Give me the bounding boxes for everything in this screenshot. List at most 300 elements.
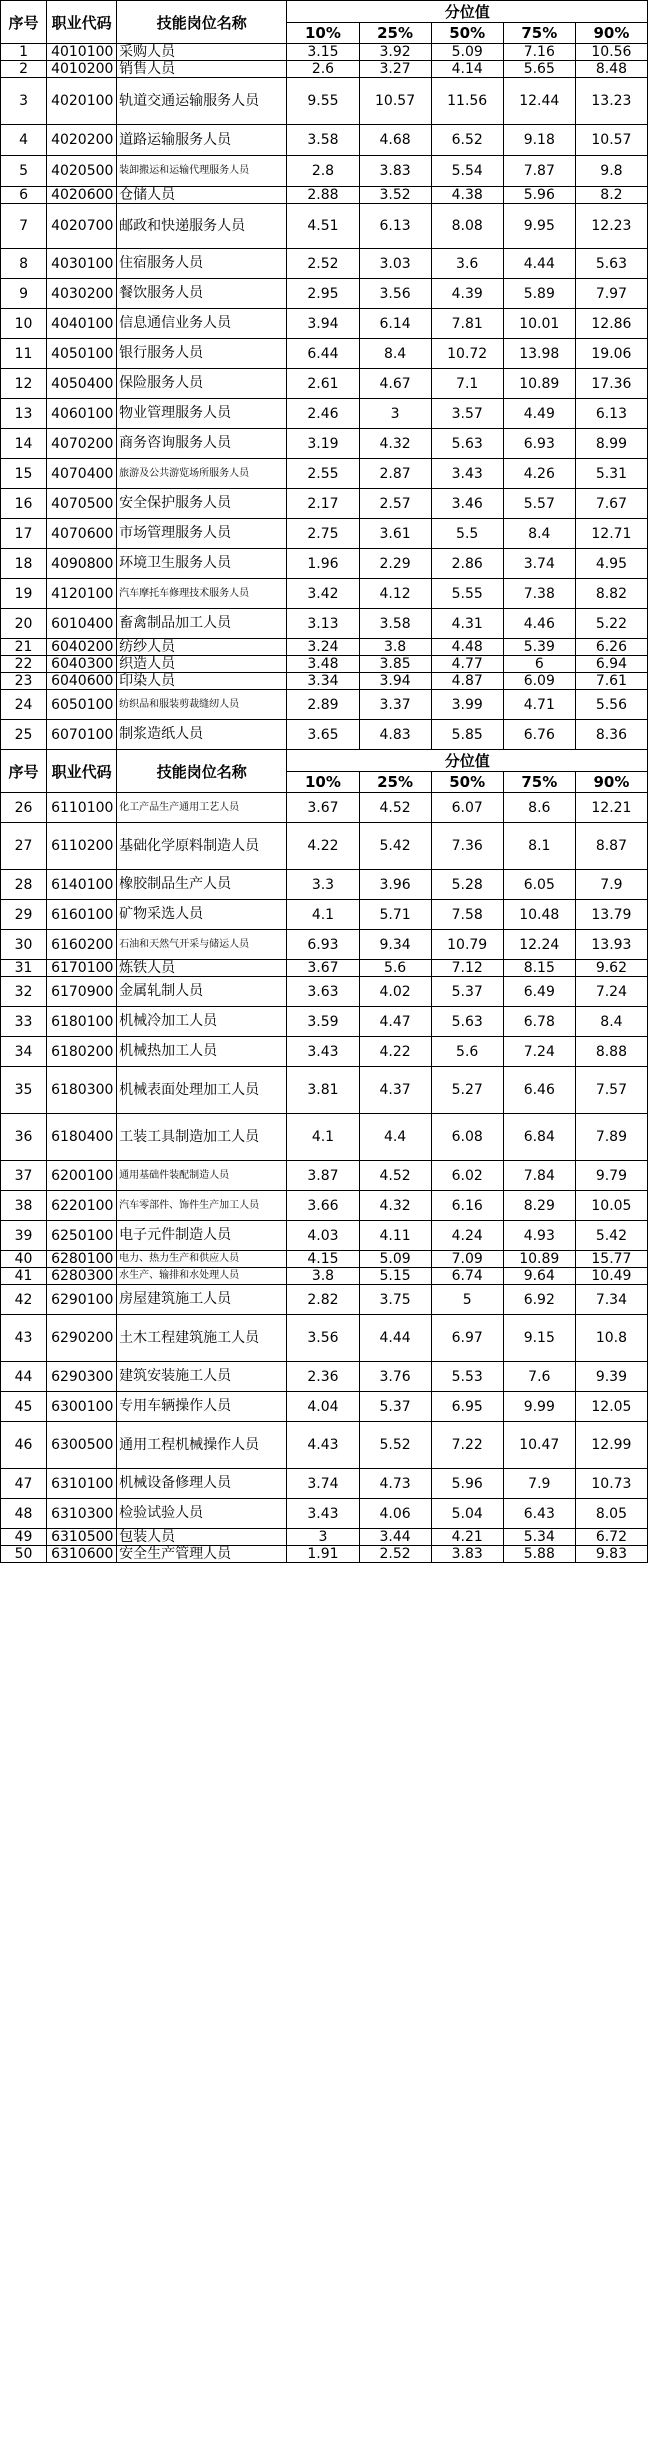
cell-p25: 3.61 bbox=[359, 519, 431, 549]
cell-name: 销售人员 bbox=[117, 61, 287, 78]
cell-p50: 3.57 bbox=[431, 399, 503, 429]
cell-p10: 2.82 bbox=[287, 1285, 359, 1315]
table-row bbox=[1, 1392, 648, 1422]
table-row bbox=[1, 1191, 648, 1221]
cell-p75: 7.16 bbox=[503, 44, 575, 61]
cell-idx: 40 bbox=[1, 1251, 47, 1268]
cell-p75: 5.57 bbox=[503, 489, 575, 519]
cell-p25: 3.76 bbox=[359, 1362, 431, 1392]
table-row bbox=[1, 1469, 648, 1499]
cell-p25: 4.37 bbox=[359, 1067, 431, 1114]
cell-p50: 6.95 bbox=[431, 1392, 503, 1422]
cell-p10: 6.44 bbox=[287, 339, 359, 369]
cell-name: 轨道交通运输服务人员 bbox=[117, 78, 287, 125]
cell-p75: 7.24 bbox=[503, 1037, 575, 1067]
cell-p50: 4.21 bbox=[431, 1529, 503, 1546]
cell-p90: 15.77 bbox=[575, 1251, 647, 1268]
cell-p75: 7.6 bbox=[503, 1362, 575, 1392]
cell-p75: 9.18 bbox=[503, 125, 575, 156]
cell-idx: 49 bbox=[1, 1529, 47, 1546]
cell-p10: 6.93 bbox=[287, 930, 359, 960]
cell-p25: 5.71 bbox=[359, 900, 431, 930]
cell-p50: 4.38 bbox=[431, 187, 503, 204]
cell-p90: 8.48 bbox=[575, 61, 647, 78]
cell-name: 汽车摩托车修理技术服务人员 bbox=[117, 579, 287, 609]
cell-p75: 5.96 bbox=[503, 187, 575, 204]
cell-code: 4060100 bbox=[47, 399, 117, 429]
cell-p90: 8.36 bbox=[575, 720, 647, 750]
cell-p25: 4.06 bbox=[359, 1499, 431, 1529]
header-idx: 序号 bbox=[1, 1, 47, 44]
table-row bbox=[1, 977, 648, 1007]
cell-p90: 5.42 bbox=[575, 1221, 647, 1251]
cell-p90: 10.73 bbox=[575, 1469, 647, 1499]
cell-p50: 11.56 bbox=[431, 78, 503, 125]
cell-code: 4050400 bbox=[47, 369, 117, 399]
cell-p25: 3.03 bbox=[359, 249, 431, 279]
table-row bbox=[1, 1546, 648, 1563]
table-row bbox=[1, 1315, 648, 1362]
cell-idx: 7 bbox=[1, 204, 47, 249]
cell-p25: 5.15 bbox=[359, 1268, 431, 1285]
cell-p50: 5.27 bbox=[431, 1067, 503, 1114]
header-name: 技能岗位名称 bbox=[117, 750, 287, 793]
cell-p10: 4.03 bbox=[287, 1221, 359, 1251]
header-row bbox=[1, 750, 648, 772]
cell-p90: 10.05 bbox=[575, 1191, 647, 1221]
cell-code: 6110200 bbox=[47, 823, 117, 870]
cell-p25: 4.32 bbox=[359, 1191, 431, 1221]
cell-p10: 3.63 bbox=[287, 977, 359, 1007]
cell-p50: 4.24 bbox=[431, 1221, 503, 1251]
cell-p10: 4.04 bbox=[287, 1392, 359, 1422]
cell-p10: 3.13 bbox=[287, 609, 359, 639]
cell-idx: 11 bbox=[1, 339, 47, 369]
cell-code: 6280100 bbox=[47, 1251, 117, 1268]
cell-idx: 37 bbox=[1, 1161, 47, 1191]
cell-p75: 4.44 bbox=[503, 249, 575, 279]
cell-p75: 10.48 bbox=[503, 900, 575, 930]
cell-name: 房屋建筑施工人员 bbox=[117, 1285, 287, 1315]
cell-name: 橡胶制品生产人员 bbox=[117, 870, 287, 900]
cell-p75: 8.4 bbox=[503, 519, 575, 549]
cell-p75: 10.89 bbox=[503, 369, 575, 399]
cell-p25: 6.13 bbox=[359, 204, 431, 249]
cell-idx: 23 bbox=[1, 673, 47, 690]
table-row bbox=[1, 656, 648, 673]
cell-name: 包装人员 bbox=[117, 1529, 287, 1546]
cell-name: 装卸搬运和运输代理服务人员 bbox=[117, 156, 287, 187]
cell-p90: 6.13 bbox=[575, 399, 647, 429]
header-row bbox=[1, 1, 648, 23]
cell-p90: 10.57 bbox=[575, 125, 647, 156]
cell-p75: 6.49 bbox=[503, 977, 575, 1007]
cell-idx: 17 bbox=[1, 519, 47, 549]
cell-p75: 9.15 bbox=[503, 1315, 575, 1362]
table-row bbox=[1, 1422, 648, 1469]
cell-p90: 9.83 bbox=[575, 1546, 647, 1563]
cell-p10: 3.15 bbox=[287, 44, 359, 61]
cell-code: 6180400 bbox=[47, 1114, 117, 1161]
cell-idx: 35 bbox=[1, 1067, 47, 1114]
cell-p25: 4.02 bbox=[359, 977, 431, 1007]
cell-p50: 5.85 bbox=[431, 720, 503, 750]
cell-p25: 4.44 bbox=[359, 1315, 431, 1362]
cell-code: 6050100 bbox=[47, 690, 117, 720]
cell-p10: 2.17 bbox=[287, 489, 359, 519]
cell-p75: 4.46 bbox=[503, 609, 575, 639]
header-percentile: 分位值 bbox=[287, 750, 648, 772]
table-row bbox=[1, 309, 648, 339]
cell-p75: 9.99 bbox=[503, 1392, 575, 1422]
cell-idx: 22 bbox=[1, 656, 47, 673]
header-p90: 90% bbox=[575, 23, 647, 44]
cell-p75: 5.65 bbox=[503, 61, 575, 78]
header-p25: 25% bbox=[359, 23, 431, 44]
table-row bbox=[1, 793, 648, 823]
cell-name: 化工产品生产通用工艺人员 bbox=[117, 793, 287, 823]
cell-name: 银行服务人员 bbox=[117, 339, 287, 369]
cell-code: 6310600 bbox=[47, 1546, 117, 1563]
cell-name: 制浆造纸人员 bbox=[117, 720, 287, 750]
cell-p10: 2.52 bbox=[287, 249, 359, 279]
cell-p90: 12.23 bbox=[575, 204, 647, 249]
cell-p75: 4.49 bbox=[503, 399, 575, 429]
cell-idx: 30 bbox=[1, 930, 47, 960]
cell-name: 汽车零部件、饰件生产加工人员 bbox=[117, 1191, 287, 1221]
cell-code: 4020100 bbox=[47, 78, 117, 125]
cell-p90: 7.61 bbox=[575, 673, 647, 690]
cell-p50: 5.09 bbox=[431, 44, 503, 61]
cell-code: 4070500 bbox=[47, 489, 117, 519]
cell-p25: 3.94 bbox=[359, 673, 431, 690]
cell-idx: 9 bbox=[1, 279, 47, 309]
cell-p75: 10.47 bbox=[503, 1422, 575, 1469]
cell-name: 采购人员 bbox=[117, 44, 287, 61]
cell-p90: 5.31 bbox=[575, 459, 647, 489]
cell-name: 市场管理服务人员 bbox=[117, 519, 287, 549]
cell-p10: 3.34 bbox=[287, 673, 359, 690]
table-row bbox=[1, 639, 648, 656]
cell-name: 矿物采选人员 bbox=[117, 900, 287, 930]
cell-p90: 13.79 bbox=[575, 900, 647, 930]
cell-code: 6200100 bbox=[47, 1161, 117, 1191]
cell-p75: 8.1 bbox=[503, 823, 575, 870]
cell-idx: 4 bbox=[1, 125, 47, 156]
cell-p25: 4.22 bbox=[359, 1037, 431, 1067]
cell-code: 4020500 bbox=[47, 156, 117, 187]
cell-p25: 2.29 bbox=[359, 549, 431, 579]
cell-p10: 3.19 bbox=[287, 429, 359, 459]
cell-idx: 6 bbox=[1, 187, 47, 204]
header-name: 技能岗位名称 bbox=[117, 1, 287, 44]
cell-idx: 18 bbox=[1, 549, 47, 579]
cell-name: 通用工程机械操作人员 bbox=[117, 1422, 287, 1469]
cell-p50: 5.55 bbox=[431, 579, 503, 609]
cell-p75: 6.78 bbox=[503, 1007, 575, 1037]
cell-code: 4070600 bbox=[47, 519, 117, 549]
cell-p90: 7.89 bbox=[575, 1114, 647, 1161]
cell-code: 6220100 bbox=[47, 1191, 117, 1221]
header-percentile: 分位值 bbox=[287, 1, 648, 23]
cell-p50: 10.72 bbox=[431, 339, 503, 369]
cell-code: 6280300 bbox=[47, 1268, 117, 1285]
cell-name: 土木工程建筑施工人员 bbox=[117, 1315, 287, 1362]
cell-idx: 27 bbox=[1, 823, 47, 870]
cell-code: 6160200 bbox=[47, 930, 117, 960]
cell-name: 道路运输服务人员 bbox=[117, 125, 287, 156]
cell-p50: 5.5 bbox=[431, 519, 503, 549]
cell-p10: 3.56 bbox=[287, 1315, 359, 1362]
cell-p10: 3.3 bbox=[287, 870, 359, 900]
cell-code: 6180300 bbox=[47, 1067, 117, 1114]
cell-p90: 6.72 bbox=[575, 1529, 647, 1546]
cell-p50: 6.07 bbox=[431, 793, 503, 823]
cell-p25: 9.34 bbox=[359, 930, 431, 960]
cell-code: 6250100 bbox=[47, 1221, 117, 1251]
cell-p10: 3.67 bbox=[287, 793, 359, 823]
cell-p50: 7.22 bbox=[431, 1422, 503, 1469]
table-row bbox=[1, 61, 648, 78]
cell-p10: 2.75 bbox=[287, 519, 359, 549]
cell-name: 物业管理服务人员 bbox=[117, 399, 287, 429]
cell-code: 4030200 bbox=[47, 279, 117, 309]
cell-idx: 12 bbox=[1, 369, 47, 399]
table-row bbox=[1, 156, 648, 187]
cell-p25: 4.12 bbox=[359, 579, 431, 609]
cell-p90: 12.05 bbox=[575, 1392, 647, 1422]
cell-name: 通用基础件装配制造人员 bbox=[117, 1161, 287, 1191]
cell-p25: 5.37 bbox=[359, 1392, 431, 1422]
cell-idx: 44 bbox=[1, 1362, 47, 1392]
cell-name: 旅游及公共游览场所服务人员 bbox=[117, 459, 287, 489]
cell-name: 印染人员 bbox=[117, 673, 287, 690]
cell-p75: 7.84 bbox=[503, 1161, 575, 1191]
cell-p10: 3.67 bbox=[287, 960, 359, 977]
cell-p10: 2.61 bbox=[287, 369, 359, 399]
cell-p90: 9.39 bbox=[575, 1362, 647, 1392]
cell-p75: 8.29 bbox=[503, 1191, 575, 1221]
cell-idx: 15 bbox=[1, 459, 47, 489]
cell-p10: 4.51 bbox=[287, 204, 359, 249]
cell-p75: 7.9 bbox=[503, 1469, 575, 1499]
cell-p50: 7.09 bbox=[431, 1251, 503, 1268]
cell-p10: 3.48 bbox=[287, 656, 359, 673]
cell-p75: 4.93 bbox=[503, 1221, 575, 1251]
cell-p75: 9.95 bbox=[503, 204, 575, 249]
header-p25: 25% bbox=[359, 772, 431, 793]
cell-p90: 6.26 bbox=[575, 639, 647, 656]
cell-code: 6110100 bbox=[47, 793, 117, 823]
cell-p50: 3.43 bbox=[431, 459, 503, 489]
cell-code: 6040600 bbox=[47, 673, 117, 690]
cell-p75: 13.98 bbox=[503, 339, 575, 369]
table-row bbox=[1, 1529, 648, 1546]
header-idx: 序号 bbox=[1, 750, 47, 793]
cell-p75: 6 bbox=[503, 656, 575, 673]
cell-p50: 3.46 bbox=[431, 489, 503, 519]
cell-p10: 3.43 bbox=[287, 1499, 359, 1529]
cell-p50: 4.39 bbox=[431, 279, 503, 309]
cell-name: 金属轧制人员 bbox=[117, 977, 287, 1007]
cell-p75: 6.84 bbox=[503, 1114, 575, 1161]
cell-idx: 36 bbox=[1, 1114, 47, 1161]
cell-p50: 4.87 bbox=[431, 673, 503, 690]
cell-p75: 6.05 bbox=[503, 870, 575, 900]
table-row bbox=[1, 1007, 648, 1037]
cell-idx: 29 bbox=[1, 900, 47, 930]
cell-p10: 1.96 bbox=[287, 549, 359, 579]
cell-p75: 10.89 bbox=[503, 1251, 575, 1268]
cell-p50: 6.08 bbox=[431, 1114, 503, 1161]
table-row bbox=[1, 279, 648, 309]
cell-p90: 9.62 bbox=[575, 960, 647, 977]
cell-idx: 19 bbox=[1, 579, 47, 609]
cell-p90: 7.9 bbox=[575, 870, 647, 900]
table-row bbox=[1, 1251, 648, 1268]
table-row bbox=[1, 459, 648, 489]
cell-idx: 13 bbox=[1, 399, 47, 429]
cell-code: 6170100 bbox=[47, 960, 117, 977]
cell-code: 6070100 bbox=[47, 720, 117, 750]
table-row bbox=[1, 1268, 648, 1285]
cell-p90: 10.56 bbox=[575, 44, 647, 61]
cell-code: 4010100 bbox=[47, 44, 117, 61]
table-row bbox=[1, 549, 648, 579]
cell-name: 餐饮服务人员 bbox=[117, 279, 287, 309]
header-p75: 75% bbox=[503, 23, 575, 44]
cell-idx: 48 bbox=[1, 1499, 47, 1529]
cell-p50: 5.54 bbox=[431, 156, 503, 187]
table-row bbox=[1, 579, 648, 609]
cell-p25: 4.83 bbox=[359, 720, 431, 750]
cell-p10: 4.1 bbox=[287, 1114, 359, 1161]
cell-name: 保险服务人员 bbox=[117, 369, 287, 399]
cell-p25: 4.67 bbox=[359, 369, 431, 399]
cell-p25: 3.37 bbox=[359, 690, 431, 720]
cell-code: 6300500 bbox=[47, 1422, 117, 1469]
table-row bbox=[1, 519, 648, 549]
table-row bbox=[1, 1221, 648, 1251]
table-row bbox=[1, 960, 648, 977]
cell-idx: 46 bbox=[1, 1422, 47, 1469]
cell-name: 机械表面处理加工人员 bbox=[117, 1067, 287, 1114]
cell-p50: 5 bbox=[431, 1285, 503, 1315]
table-row bbox=[1, 1067, 648, 1114]
cell-code: 6160100 bbox=[47, 900, 117, 930]
cell-p10: 2.95 bbox=[287, 279, 359, 309]
cell-p25: 6.14 bbox=[359, 309, 431, 339]
table-row bbox=[1, 690, 648, 720]
cell-code: 4020600 bbox=[47, 187, 117, 204]
cell-p50: 8.08 bbox=[431, 204, 503, 249]
cell-p90: 10.49 bbox=[575, 1268, 647, 1285]
cell-idx: 26 bbox=[1, 793, 47, 823]
cell-p50: 4.77 bbox=[431, 656, 503, 673]
cell-p50: 7.58 bbox=[431, 900, 503, 930]
cell-p25: 3.75 bbox=[359, 1285, 431, 1315]
table-row bbox=[1, 673, 648, 690]
cell-p10: 3 bbox=[287, 1529, 359, 1546]
cell-code: 4070200 bbox=[47, 429, 117, 459]
cell-p90: 8.88 bbox=[575, 1037, 647, 1067]
cell-p90: 12.86 bbox=[575, 309, 647, 339]
cell-p50: 4.31 bbox=[431, 609, 503, 639]
cell-idx: 31 bbox=[1, 960, 47, 977]
table-row bbox=[1, 249, 648, 279]
cell-p90: 4.95 bbox=[575, 549, 647, 579]
header-p10: 10% bbox=[287, 772, 359, 793]
table-row bbox=[1, 609, 648, 639]
cell-code: 6010400 bbox=[47, 609, 117, 639]
table-row bbox=[1, 44, 648, 61]
cell-idx: 33 bbox=[1, 1007, 47, 1037]
cell-p90: 8.99 bbox=[575, 429, 647, 459]
cell-p90: 12.21 bbox=[575, 793, 647, 823]
cell-p50: 5.53 bbox=[431, 1362, 503, 1392]
cell-p25: 3.8 bbox=[359, 639, 431, 656]
cell-p90: 8.4 bbox=[575, 1007, 647, 1037]
cell-p75: 4.26 bbox=[503, 459, 575, 489]
cell-p75: 9.64 bbox=[503, 1268, 575, 1285]
cell-idx: 50 bbox=[1, 1546, 47, 1563]
cell-p50: 7.1 bbox=[431, 369, 503, 399]
cell-idx: 21 bbox=[1, 639, 47, 656]
table-row bbox=[1, 720, 648, 750]
table-row bbox=[1, 870, 648, 900]
cell-p90: 7.24 bbox=[575, 977, 647, 1007]
cell-name: 邮政和快递服务人员 bbox=[117, 204, 287, 249]
cell-name: 环境卫生服务人员 bbox=[117, 549, 287, 579]
cell-idx: 16 bbox=[1, 489, 47, 519]
cell-p10: 3.65 bbox=[287, 720, 359, 750]
cell-p25: 2.87 bbox=[359, 459, 431, 489]
table-row bbox=[1, 78, 648, 125]
cell-p25: 2.52 bbox=[359, 1546, 431, 1563]
cell-p25: 3.27 bbox=[359, 61, 431, 78]
header-p50: 50% bbox=[431, 23, 503, 44]
cell-idx: 5 bbox=[1, 156, 47, 187]
cell-p25: 3.58 bbox=[359, 609, 431, 639]
cell-p50: 5.96 bbox=[431, 1469, 503, 1499]
cell-p50: 5.28 bbox=[431, 870, 503, 900]
cell-idx: 38 bbox=[1, 1191, 47, 1221]
cell-p25: 4.68 bbox=[359, 125, 431, 156]
cell-p75: 7.38 bbox=[503, 579, 575, 609]
cell-p25: 4.47 bbox=[359, 1007, 431, 1037]
cell-p10: 3.81 bbox=[287, 1067, 359, 1114]
cell-p25: 3.96 bbox=[359, 870, 431, 900]
cell-p50: 6.97 bbox=[431, 1315, 503, 1362]
cell-name: 工装工具制造加工人员 bbox=[117, 1114, 287, 1161]
cell-p10: 4.15 bbox=[287, 1251, 359, 1268]
cell-p90: 7.97 bbox=[575, 279, 647, 309]
cell-code: 6310100 bbox=[47, 1469, 117, 1499]
cell-p90: 13.23 bbox=[575, 78, 647, 125]
cell-p50: 5.04 bbox=[431, 1499, 503, 1529]
cell-p75: 3.74 bbox=[503, 549, 575, 579]
cell-p75: 7.87 bbox=[503, 156, 575, 187]
table-row bbox=[1, 339, 648, 369]
cell-p25: 4.73 bbox=[359, 1469, 431, 1499]
cell-code: 6180100 bbox=[47, 1007, 117, 1037]
cell-code: 4120100 bbox=[47, 579, 117, 609]
cell-p10: 3.74 bbox=[287, 1469, 359, 1499]
cell-idx: 32 bbox=[1, 977, 47, 1007]
cell-p90: 12.71 bbox=[575, 519, 647, 549]
cell-code: 6290100 bbox=[47, 1285, 117, 1315]
cell-p25: 3.52 bbox=[359, 187, 431, 204]
